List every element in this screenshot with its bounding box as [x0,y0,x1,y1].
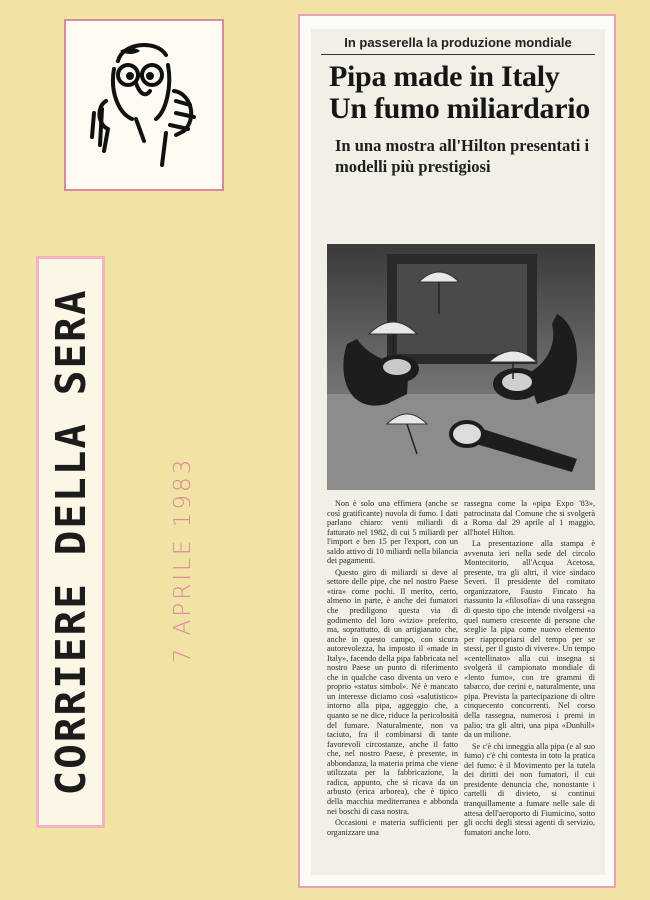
paragraph: Questo giro di miliardi si deve al settore delle pipe, che nel nostro Paese «tira» come pochi. Il merito, certo, almeno in parte, è anche dei fumatori che prediligono questa via di godimento del loro «vizio» preferito, ma, soprattutto, di un artigianato che, anche in questo campo, con sicura autorevolezza, ha imposto il «made in Italy», facendo della pipa fabbricata nel nostro Paese un punto di riferimento che in qualche caso diventa un vero e proprio «status simbol». Né è mancato un interesse diciamo così «salutistico» intorno alla pipa, aggeggio che, a quanto se ne dice, riduce la pericolosità del fumare. Naturalmente, non va taciuto, fra il combinarsi di tante favorevoli circostanze, anche il fatto che, nel nostro Paese, è presente, in abbondanza, la materia prima che viene utilizzata per la fabbricazione, la radica, appunto, che si ricava da un arbusto (erica arborea), che è tipico della macchia mediterranea e abbonda nei boschi di casa nostra. [327,567,458,816]
paragraph: Non è solo una effimera (anche se così gratificante) nuvola di fumo. I dati parlano chiaro: venti miliardi di fatturato nel 1982, di cui 5 miliardi per l'import e ben 15 per l'export, con un saldo attivo di 10 miliardi nella bilancia dei pagamenti. [327,499,458,566]
headline-line-2: Un fumo miliardario [329,92,590,125]
logo-card [64,19,224,191]
article-column-2 [464,499,595,871]
clipping-frame [298,14,616,888]
headline-line-1: Pipa made in Italy [329,60,560,93]
article-kicker: In passerella la produzione mondiale [344,35,572,50]
paragraph: Occasioni e materia sufficienti per organizzare una [327,818,458,837]
article-subhead: In una mostra all'Hilton presentati i modelli più prestigiosi [335,136,590,176]
article-column-1 [327,499,458,871]
article-body [327,499,595,871]
masthead-title: CORRIERE DELLA SERA [46,288,95,796]
publication-date: 7 APRILE 1983 [170,456,196,664]
paragraph: rassegna come la «pipa Expo '83», patrocinata dal Comune che si svolgerà a Roma dal 29 aprile al 1 maggio, all'hotel Hilton. [464,499,595,537]
article-headline [329,61,597,125]
article-photo [327,244,595,490]
kicker-divider [321,54,595,55]
newspaper-clipping [311,29,605,875]
pipe-smoker-cartoon-logo [66,21,222,189]
paragraph: La presentazione alla stampa è avvenuta ieri nella sede del circolo Montecitorio, all'Acqua Acetosa, presente, tra gli altri, il vice sindaco Severi. Il presidente del comitato organizzatore, Fausto Fincato ha riassunto la «filosofia» di una rassegna di questo tipo che intende rivolgersi «a quel numero crescente di persone che sceglie la pipa come nuovo elemento per riappropriarsi del tempo per se stessi, per il gusto di vivere». Un tempo «centellinato» alla cui insegna si svolgerà il campionato mondiale di «lento fumo», con tre grammi di tabacco, due cerini e, naturalmente, una pipa. Prevista la partecipazione di oltre cinquecento concorrenti. Nel corso della rassegna, numerosi i premi in palio; tra gli altri, una pipa «Dunhill» da un milione. [464,539,595,740]
masthead-card [36,256,105,828]
paragraph: Se c'è chi inneggia alla pipa (e al suo fumo) c'è chi contesta in toto la pratica del fumo: è il Movimento per la tutela dei diritti dei non fumatori, il cui presidente denuncia che, nonostante i cartelli di divieto, si continui tranquillamente a fumare nelle sale di attesa dell'aeroporto di Fiumicino, sotto gli occhi degli stessi agenti di servizio, fumatori anche loro. [464,741,595,837]
